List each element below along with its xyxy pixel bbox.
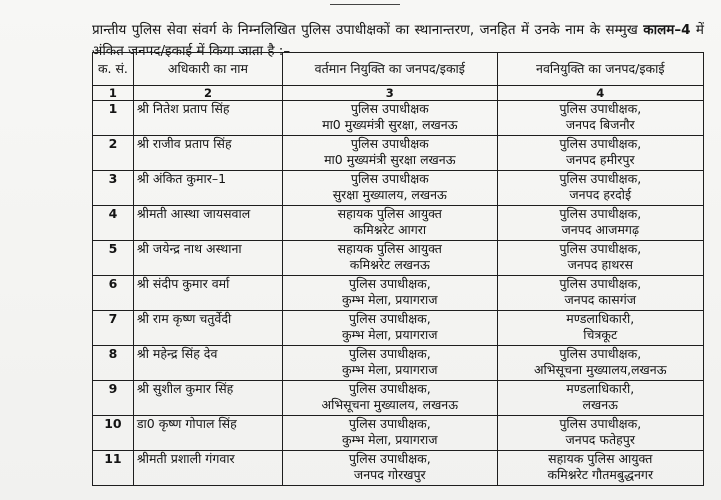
new-posting-line: जनपद बिजनौर xyxy=(565,117,635,132)
row-current-posting xyxy=(283,136,497,171)
column-number: 4 xyxy=(497,86,703,101)
new-posting-line: लखनऊ xyxy=(582,397,618,412)
current-posting-line: कुम्भ मेला, प्रयागराज xyxy=(342,327,438,342)
current-posting-line: कमिश्नरेट आगरा xyxy=(353,222,427,237)
row-officer-name: श्रीमती आस्था जायसवाल xyxy=(133,206,282,241)
current-posting-line: कुम्भ मेला, प्रयागराज xyxy=(342,432,438,447)
new-posting-line: मण्डलाधिकारी, xyxy=(566,311,635,326)
row-new-posting xyxy=(497,416,703,451)
row-new-posting xyxy=(497,381,703,416)
row-officer-name: श्री महेन्द्र सिंह देव xyxy=(133,346,282,381)
table-header-row xyxy=(93,53,704,86)
table-row xyxy=(93,206,704,241)
row-officer-name: श्री नितेश प्रताप सिंह xyxy=(133,101,282,136)
current-posting-line: कमिश्नरेट लखनऊ xyxy=(349,257,430,272)
row-officer-name: श्री राम कृष्ण चतुर्वेदी xyxy=(133,311,282,346)
row-serial-number: 9 xyxy=(93,381,134,416)
new-posting-line: पुलिस उपाधीक्षक, xyxy=(559,241,642,256)
new-posting-line: पुलिस उपाधीक्षक, xyxy=(559,346,642,361)
row-new-posting xyxy=(497,136,703,171)
new-posting-line: जनपद आजमगढ़ xyxy=(561,222,640,237)
table-row xyxy=(93,451,704,486)
current-posting-line: मा0 मुख्यमंत्री सुरक्षा, लखनऊ xyxy=(322,117,458,132)
current-posting-line: मा0 मुख्यमंत्री सुरक्षा लखनऊ xyxy=(324,152,456,167)
transfer-table xyxy=(92,52,704,486)
intro-text-after: में अंकित जनपद/इकाई में किया जाता है :– xyxy=(92,21,704,59)
row-current-posting xyxy=(283,101,497,136)
row-officer-name: श्रीमती प्रशाली गंगवार xyxy=(133,451,282,486)
current-posting-line: पुलिस उपाधीक्षक, xyxy=(348,451,431,466)
new-posting-line: पुलिस उपाधीक्षक, xyxy=(559,171,642,186)
current-posting-line: सहायक पुलिस आयुक्त xyxy=(337,206,442,221)
row-serial-number: 6 xyxy=(93,276,134,311)
new-posting-line: कमिश्नरेट गौतमबुद्धनगर xyxy=(547,467,654,482)
current-posting-line: पुलिस उपाधीक्षक, xyxy=(348,276,431,291)
current-posting-line: अभिसूचना मुख्यालय, लखनऊ xyxy=(321,397,459,412)
row-current-posting xyxy=(283,416,497,451)
row-officer-name: श्री संदीप कुमार वर्मा xyxy=(133,276,282,311)
new-posting-line: मण्डलाधिकारी, xyxy=(566,381,635,396)
row-new-posting xyxy=(497,276,703,311)
row-new-posting xyxy=(497,171,703,206)
new-posting-line: पुलिस उपाधीक्षक, xyxy=(559,276,642,291)
row-current-posting xyxy=(283,206,497,241)
row-current-posting xyxy=(283,346,497,381)
current-posting-line: पुलिस उपाधीक्षक, xyxy=(348,311,431,326)
table-row xyxy=(93,171,704,206)
current-posting-line: पुलिस उपाधीक्षक xyxy=(350,136,429,151)
row-current-posting xyxy=(283,311,497,346)
row-officer-name: श्री सुशील कुमार सिंह xyxy=(133,381,282,416)
new-posting-line: पुलिस उपाधीक्षक, xyxy=(559,206,642,221)
current-posting-line: पुलिस उपाधीक्षक, xyxy=(348,381,431,396)
row-new-posting xyxy=(497,206,703,241)
column-number-row xyxy=(93,86,704,101)
current-posting-line: जनपद गोरखपुर xyxy=(353,467,426,482)
row-officer-name: डा0 कृष्ण गोपाल सिंह xyxy=(133,416,282,451)
intro-text-before: प्रान्तीय पुलिस सेवा संवर्ग के निम्नलिखित पुलिस उपाधीक्षकों का स्थानान्तरण, जनहित में उनके नाम के सम्मुख xyxy=(92,21,644,38)
new-posting-line: जनपद कासगंज xyxy=(564,292,637,307)
column-number: 2 xyxy=(133,86,282,101)
new-posting-line: सहायक पुलिस आयुक्त xyxy=(548,451,653,466)
row-serial-number: 1 xyxy=(93,101,134,136)
header-current-posting: वर्तमान नियुक्ति का जनपद/इकाई xyxy=(283,53,497,86)
row-serial-number: 7 xyxy=(93,311,134,346)
table-row xyxy=(93,416,704,451)
row-current-posting xyxy=(283,171,497,206)
column-number: 3 xyxy=(283,86,497,101)
table-row xyxy=(93,381,704,416)
header-serial: क. सं. xyxy=(93,53,134,86)
current-posting-line: पुलिस उपाधीक्षक xyxy=(350,101,429,116)
table-row xyxy=(93,241,704,276)
intro-bold-term: कालम–4 xyxy=(643,21,691,38)
current-posting-line: कुम्भ मेला, प्रयागराज xyxy=(342,362,438,377)
new-posting-line: जनपद हाथरस xyxy=(567,257,633,272)
row-new-posting xyxy=(497,241,703,276)
row-serial-number: 4 xyxy=(93,206,134,241)
new-posting-line: चित्रकूट xyxy=(583,327,618,342)
row-new-posting xyxy=(497,311,703,346)
current-posting-line: पुलिस उपाधीक्षक, xyxy=(348,416,431,431)
row-new-posting xyxy=(497,346,703,381)
row-officer-name: श्री अंकित कुमार–1 xyxy=(133,171,282,206)
row-new-posting xyxy=(497,101,703,136)
current-posting-line: सहायक पुलिस आयुक्त xyxy=(337,241,442,256)
table-row xyxy=(93,101,704,136)
new-posting-line: पुलिस उपाधीक्षक, xyxy=(559,101,642,116)
row-serial-number: 3 xyxy=(93,171,134,206)
new-posting-line: पुलिस उपाधीक्षक, xyxy=(559,136,642,151)
current-posting-line: कुम्भ मेला, प्रयागराज xyxy=(342,292,438,307)
row-current-posting xyxy=(283,276,497,311)
row-officer-name: श्री जयेन्द्र नाथ अस्थाना xyxy=(133,241,282,276)
row-serial-number: 8 xyxy=(93,346,134,381)
current-posting-line: पुलिस उपाधीक्षक, xyxy=(348,346,431,361)
header-officer-name: अधिकारी का नाम xyxy=(133,53,282,86)
new-posting-line: अभिसूचना मुख्यालय,लखनऊ xyxy=(533,362,667,377)
new-posting-line: पुलिस उपाधीक्षक, xyxy=(559,416,642,431)
row-serial-number: 11 xyxy=(93,451,134,486)
table-row xyxy=(93,311,704,346)
table-row xyxy=(93,276,704,311)
header-new-posting: नवनियुक्ति का जनपद/इकाई xyxy=(497,53,703,86)
new-posting-line: जनपद फतेहपुर xyxy=(565,432,636,447)
column-number: 1 xyxy=(93,86,134,101)
row-current-posting xyxy=(283,451,497,486)
current-posting-line: सुरक्षा मुख्यालय, लखनऊ xyxy=(332,187,447,202)
table-row xyxy=(93,136,704,171)
row-serial-number: 10 xyxy=(93,416,134,451)
new-posting-line: जनपद हमीरपुर xyxy=(565,152,635,167)
new-posting-line: जनपद हरदोई xyxy=(569,187,632,202)
row-new-posting xyxy=(497,451,703,486)
table-row xyxy=(93,346,704,381)
row-serial-number: 5 xyxy=(93,241,134,276)
row-serial-number: 2 xyxy=(93,136,134,171)
cropped-heading-underline xyxy=(330,0,400,5)
current-posting-line: पुलिस उपाधीक्षक xyxy=(350,171,429,186)
row-current-posting xyxy=(283,241,497,276)
row-officer-name: श्री राजीव प्रताप सिंह xyxy=(133,136,282,171)
row-current-posting xyxy=(283,381,497,416)
